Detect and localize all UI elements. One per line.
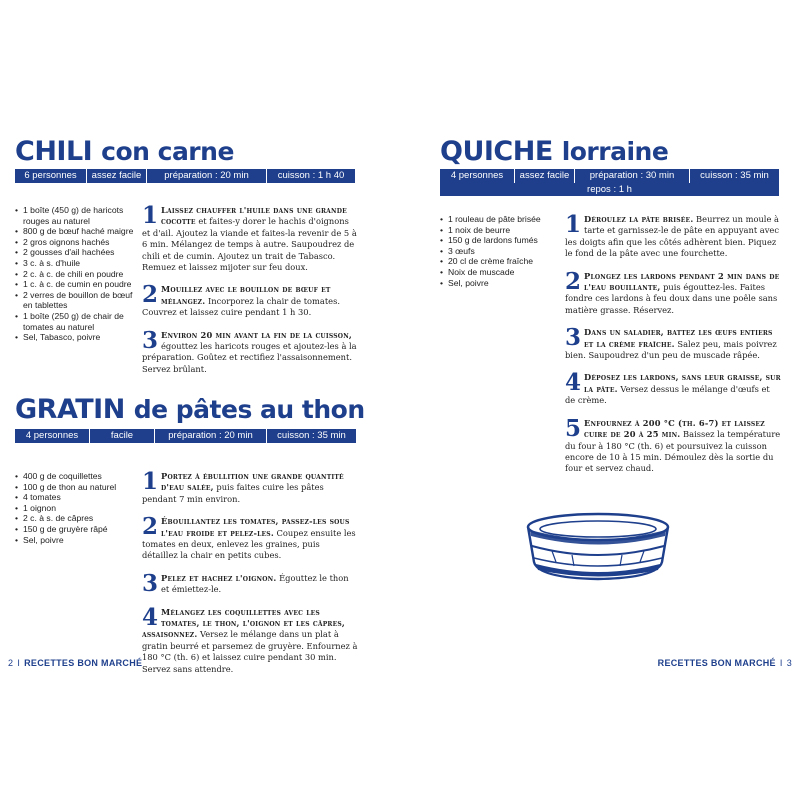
step-lead: Mouillez avec le bouillon de bœuf et mélangez. (161, 284, 331, 306)
running-title: RECETTES BON MARCHÉ (657, 658, 776, 668)
title-main: GRATIN (15, 394, 125, 425)
ingredient: • 400 g de coquillettes (15, 471, 137, 482)
ingredient: • 3 c. à s. d'huile (15, 258, 137, 269)
servings: 4 personnes (440, 169, 515, 183)
step-lead: Déroulez la pâte brisée. (584, 214, 694, 224)
step-number: 3 (565, 324, 582, 352)
rest-time: repos : 1 h (587, 184, 632, 195)
step-text: Baissez la température du four à 180 °C (th. 6) et poursuivez la cuisson encore de 10 à 15 min. Démoulez dès la sortie du four et servez chaud. (565, 429, 781, 474)
cook-time: cuisson : 35 min (277, 430, 346, 441)
step-number: 5 (565, 414, 582, 442)
step-number: 1 (142, 202, 159, 229)
step-lead: Portez à ébullition une grande quantité d'eau salée, (161, 471, 344, 493)
step (142, 569, 358, 597)
step-text: Versez le mélange dans un plat à gratin beurré et parsemez de gruyère. Enfournez à 180 °C (th. 6) et laissez cuire pendant 30 min. Servez sans attendre. (142, 629, 358, 674)
title-rest: con carne (101, 137, 234, 166)
step (142, 468, 358, 505)
steps-gratin (142, 468, 358, 686)
difficulty: facile (90, 429, 155, 443)
step-text: Coupez ensuite les tomates en deux, enlevez les graines, puis détaillez la chair en petits cubes. (142, 527, 356, 561)
step (565, 369, 782, 406)
step-text: Incorporez la chair de tomates. Couvrez et laissez cuire pendant 1 h 30. (142, 295, 340, 318)
step (142, 603, 358, 675)
prep-time: préparation : 20 min (155, 429, 267, 443)
ingredient: • 1 c. à c. de cumin en poudre (15, 279, 137, 290)
ingredient: • 1 boîte (250 g) de chair de tomates au naturel (15, 311, 137, 332)
step-number: 1 (142, 468, 159, 495)
ingredient: • Sel, poivre (440, 278, 560, 289)
difficulty: assez facile (87, 169, 147, 183)
baking-dish-icon (522, 508, 674, 584)
step (142, 326, 358, 376)
ingredient: • 2 verres de bouillon de bœuf en tablettes (15, 290, 137, 311)
title-main: CHILI (15, 136, 93, 167)
ingredient: • 1 oignon (15, 503, 137, 514)
step-lead: Déposez les lardons, sans leur graisse, sur la pâte. (584, 372, 781, 394)
step-number: 2 (142, 281, 159, 309)
step-number: 3 (142, 326, 159, 354)
prep-time: préparation : 20 min (147, 169, 267, 183)
step-number: 2 (565, 267, 582, 295)
ingredient: • Noix de muscade (440, 267, 560, 278)
recipe-title-quiche (440, 137, 668, 167)
step-number: 1 (565, 211, 582, 238)
page-number: 3 (786, 658, 792, 668)
ingredient: • 2 gousses d'ail hachées (15, 247, 137, 258)
recipe-info-bar-chili (15, 169, 355, 183)
step-lead: Environ 20 min avant la fin de la cuisson, (161, 329, 353, 340)
ingredient: • Sel, Tabasco, poivre (15, 332, 137, 343)
ingredient: • 100 g de thon au naturel (15, 482, 137, 493)
step-text: Versez dessus le mélange d'œufs et de crème. (565, 383, 770, 406)
ingredient: • 1 boîte (450 g) de haricots rouges au naturel (15, 205, 137, 226)
step-lead: Laissez chauffer l'huile dans une grande cocotte (161, 205, 347, 227)
footer-separator: I (779, 658, 783, 668)
ingredient: • 3 œufs (440, 246, 560, 257)
step-number: 3 (142, 569, 159, 597)
step-lead: Dans un saladier, battez les œufs entiers et la crème fraîche. (584, 327, 773, 349)
ingredient: • 2 c. à c. de chili en poudre (15, 269, 137, 280)
cook-time: cuisson : 1 h 40 (277, 170, 345, 181)
recipe-title-chili (15, 137, 234, 167)
ingredient: • 20 cl de crème fraîche (440, 256, 560, 267)
step-number: 4 (565, 369, 582, 397)
step-text: puis égouttez-les. Faites fondre ces lardons à feu doux dans une poêle sans matière grasse. Réservez. (565, 282, 778, 315)
step (142, 281, 358, 318)
step-lead: Mélangez les coquillettes avec les tomates, le thon, l'oignon et les câpres, assaisonnez. (142, 606, 345, 640)
step (565, 267, 782, 317)
title-rest: de pâtes au thon (133, 395, 365, 424)
steps-chili (142, 202, 358, 386)
step-text: et faites-y dorer le hachis d'oignons et d'ail. Ajoutez la viande et faites-la revenir de 5 à 6 min. Mélangez de temps à autre. Saupoudrez de chili et de cumin. Ajoutez un trait de Tabasco. Remuez et laissez mijoter sur feu doux. (142, 216, 357, 273)
step (565, 211, 782, 260)
difficulty: assez facile (515, 169, 575, 183)
ingredient: • Sel, poivre (15, 535, 137, 546)
steps-quiche (565, 211, 782, 486)
title-main: QUICHE (440, 136, 553, 167)
step-lead: Plongez les lardons pendant 2 min dans de l'eau bouillante, (584, 270, 780, 293)
page-number: 2 (8, 658, 14, 668)
step-text: Beurrez un moule à tarte et garnissez-le de pâte en appuyant avec les doigts afin que les côtés adhèrent bien. Piquez le fond de la pâte avec une fourchette. (565, 214, 779, 259)
footer-left (8, 658, 142, 668)
recipe-title-gratin (15, 395, 365, 425)
step-text: égouttez les haricots rouges et ajoutez-les à la préparation. Goûtez et rectifiez l'assaisonnement. Servez brûlant. (142, 341, 357, 374)
step-number: 2 (142, 513, 159, 541)
ingredient: • 4 tomates (15, 492, 137, 503)
step-text: puis faites cuire les pâtes pendant 7 min environ. (142, 482, 324, 504)
recipe-info-bar-quiche (440, 169, 779, 196)
ingredient: • 1 noix de beurre (440, 225, 560, 236)
step-text: Égouttez le thon et émiettez-le. (161, 572, 349, 595)
running-title: RECETTES BON MARCHÉ (24, 658, 143, 668)
step-lead: Pelez et hachez l'oignon. (161, 572, 277, 583)
ingredient-list-quiche (440, 214, 560, 288)
step-lead: Ébouillantez les tomates, passez-les sous l'eau froide et pelez-les. (161, 516, 350, 538)
ingredient-list-gratin (15, 471, 137, 545)
step (142, 202, 358, 273)
ingredient: • 2 c. à s. de câpres (15, 513, 137, 524)
recipe-info-bar-gratin (15, 429, 356, 443)
ingredient: • 150 g de lardons fumés (440, 235, 560, 246)
cook-time: cuisson : 35 min (700, 170, 769, 181)
servings: 4 personnes (15, 429, 90, 443)
step (142, 513, 358, 562)
step-number: 4 (142, 603, 159, 631)
prep-time: préparation : 30 min (575, 169, 690, 183)
footer-right (658, 658, 792, 668)
ingredient: • 150 g de gruyère râpé (15, 524, 137, 535)
ingredient: • 2 gros oignons hachés (15, 237, 137, 248)
step-text: Salez peu, mais poivrez bien. Saupoudrez d'un peu de muscade râpée. (565, 338, 777, 361)
ingredient: • 800 g de bœuf haché maigre (15, 226, 137, 237)
footer-separator: I (17, 658, 21, 668)
ingredient: • 1 rouleau de pâte brisée (440, 214, 560, 225)
step (565, 324, 782, 361)
step (565, 414, 782, 475)
servings: 6 personnes (15, 169, 87, 183)
step-lead: Enfournez à 200 °C (th. 6-7) et laissez cuire de 20 à 25 min. (584, 417, 765, 440)
ingredient-list-chili (15, 205, 137, 343)
title-rest: lorraine (561, 137, 669, 166)
